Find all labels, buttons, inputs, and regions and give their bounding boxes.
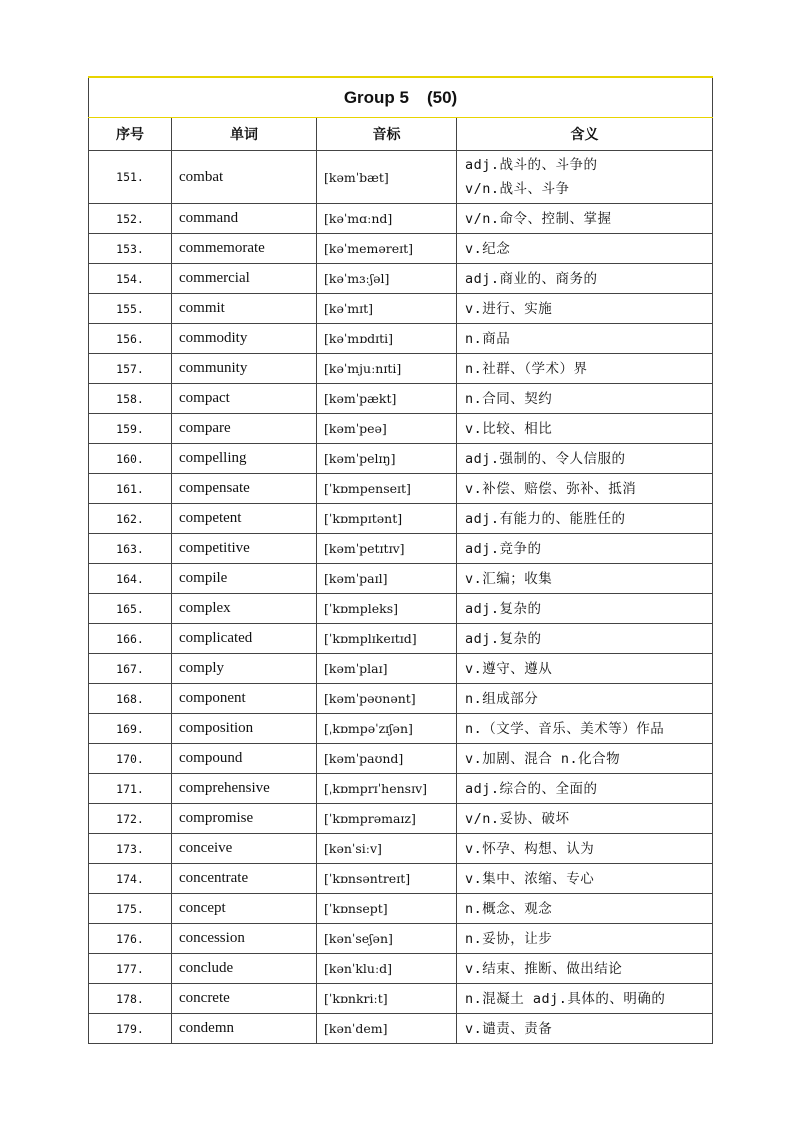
header-index: 序号 (89, 118, 172, 151)
row-number: 168. (89, 684, 172, 714)
table-row (89, 594, 713, 624)
row-number: 172. (89, 804, 172, 834)
row-word: compact (172, 384, 317, 414)
row-number: 176. (89, 924, 172, 954)
row-word: complicated (172, 624, 317, 654)
row-phonetic: [ˌkɒmpəˈzɪʃən] (317, 714, 457, 744)
row-meaning-line: v.谴责、责备 (465, 1020, 553, 1037)
row-meaning (457, 984, 713, 1014)
row-meaning-line: v/n.战斗、斗争 (465, 181, 570, 197)
row-meaning-line: adj.有能力的、能胜任的 (465, 510, 626, 527)
row-word: competitive (172, 534, 317, 564)
row-meaning (457, 744, 713, 774)
row-word: compound (172, 744, 317, 774)
table-row (89, 324, 713, 354)
table-row (89, 234, 713, 264)
row-phonetic: [ˈkɒmpɪtənt] (317, 504, 457, 534)
row-meaning-line: v/n.命令、控制、掌握 (465, 210, 612, 227)
row-meaning-line: v.汇编；收集 (465, 570, 553, 587)
row-meaning (457, 684, 713, 714)
row-phonetic: [kəˈmɪt] (317, 294, 457, 324)
row-meaning-line: n.商品 (465, 330, 511, 347)
row-number: 160. (89, 444, 172, 474)
header-word: 单词 (172, 118, 317, 151)
row-number: 174. (89, 864, 172, 894)
row-meaning (457, 354, 713, 384)
row-word: condemn (172, 1014, 317, 1044)
row-phonetic: [kəˈmɜːʃəl] (317, 264, 457, 294)
row-phonetic: [ˈkɒmprəmaɪz] (317, 804, 457, 834)
row-phonetic: [kəmˈbæt] (317, 151, 457, 204)
row-number: 162. (89, 504, 172, 534)
table-row (89, 714, 713, 744)
row-number: 155. (89, 294, 172, 324)
row-meaning-line: v.遵守、遵从 (465, 660, 553, 677)
row-number: 157. (89, 354, 172, 384)
group-name: Group 5 (343, 87, 409, 107)
row-phonetic: [ˈkɒnkriːt] (317, 984, 457, 1014)
table-body (89, 151, 713, 1044)
row-phonetic: [kənˈseʃən] (317, 924, 457, 954)
row-phonetic: [kəmˈpækt] (317, 384, 457, 414)
row-meaning (457, 204, 713, 234)
row-meaning (457, 504, 713, 534)
row-meaning (457, 294, 713, 324)
table-row (89, 354, 713, 384)
row-number: 159. (89, 414, 172, 444)
row-phonetic: [kəmˈpeə] (317, 414, 457, 444)
row-number: 154. (89, 264, 172, 294)
row-word: competent (172, 504, 317, 534)
row-phonetic: [ˈkɒnsept] (317, 894, 457, 924)
row-word: concept (172, 894, 317, 924)
row-meaning-line: n.组成部分 (465, 690, 539, 707)
row-meaning-line: adj.综合的、全面的 (465, 780, 598, 797)
table-row (89, 414, 713, 444)
row-number: 156. (89, 324, 172, 354)
row-meaning-line: adj.复杂的 (465, 630, 542, 647)
row-meaning-line: v.怀孕、构想、认为 (465, 840, 595, 857)
row-number: 164. (89, 564, 172, 594)
row-phonetic: [kəmˈplaɪ] (317, 654, 457, 684)
row-word: conclude (172, 954, 317, 984)
row-number: 177. (89, 954, 172, 984)
row-meaning-line: v.补偿、赔偿、弥补、抵消 (465, 480, 637, 497)
table-row (89, 264, 713, 294)
row-word: concession (172, 924, 317, 954)
row-word: concentrate (172, 864, 317, 894)
row-word: complex (172, 594, 317, 624)
row-meaning-line: adj.复杂的 (465, 600, 542, 617)
table-row (89, 384, 713, 414)
row-meaning-line: v.进行、实施 (465, 300, 553, 317)
row-phonetic: [ˈkɒmpleks] (317, 594, 457, 624)
row-phonetic: [kəˈmɑːnd] (317, 204, 457, 234)
row-meaning-line: v.纪念 (465, 240, 511, 257)
row-meaning (457, 534, 713, 564)
row-phonetic: [kəmˈpelɪŋ] (317, 444, 457, 474)
row-word: compare (172, 414, 317, 444)
row-word: conceive (172, 834, 317, 864)
row-meaning (457, 384, 713, 414)
row-word: community (172, 354, 317, 384)
row-number: 161. (89, 474, 172, 504)
row-meaning (457, 864, 713, 894)
table-row (89, 624, 713, 654)
row-phonetic: [ˌkɒmprɪˈhensɪv] (317, 774, 457, 804)
table-row (89, 954, 713, 984)
row-word: comply (172, 654, 317, 684)
table-row (89, 534, 713, 564)
row-phonetic: [kəˈmeməreɪt] (317, 234, 457, 264)
row-meaning-line: v.集中、浓缩、专心 (465, 870, 595, 887)
row-word: component (172, 684, 317, 714)
row-meaning (457, 894, 713, 924)
table-row (89, 444, 713, 474)
row-number: 171. (89, 774, 172, 804)
row-word: compensate (172, 474, 317, 504)
row-word: combat (172, 151, 317, 204)
table-row (89, 1014, 713, 1044)
row-number: 153. (89, 234, 172, 264)
row-meaning-line: v.结束、推断、做出结论 (465, 960, 623, 977)
row-meaning (457, 264, 713, 294)
row-meaning-line: v/n.妥协、破坏 (465, 810, 570, 827)
row-phonetic: [kəmˈpaɪl] (317, 564, 457, 594)
row-word: concrete (172, 984, 317, 1014)
table-row (89, 804, 713, 834)
row-word: composition (172, 714, 317, 744)
row-meaning (457, 954, 713, 984)
row-phonetic: [ˈkɒmpenseɪt] (317, 474, 457, 504)
group-count: (50) (426, 87, 458, 107)
row-meaning (457, 624, 713, 654)
table-row (89, 564, 713, 594)
row-meaning-line: v.加剧、混合 n.化合物 (465, 750, 621, 767)
table-row (89, 151, 713, 204)
row-number: 152. (89, 204, 172, 234)
row-phonetic: [kənˈdem] (317, 1014, 457, 1044)
row-word: command (172, 204, 317, 234)
row-meaning (457, 444, 713, 474)
table-row (89, 894, 713, 924)
row-number: 151. (89, 151, 172, 204)
row-word: commodity (172, 324, 317, 354)
table-title-row (89, 77, 713, 118)
row-word: compelling (172, 444, 317, 474)
row-number: 167. (89, 654, 172, 684)
row-meaning-line: adj.竞争的 (465, 540, 542, 557)
row-number: 170. (89, 744, 172, 774)
vocabulary-page (88, 76, 712, 1044)
row-meaning-line: adj.强制的、令人信服的 (465, 450, 626, 467)
table-row (89, 294, 713, 324)
row-meaning (457, 234, 713, 264)
row-phonetic: [ˈkɒmplɪkeɪtɪd] (317, 624, 457, 654)
row-number: 163. (89, 534, 172, 564)
row-number: 179. (89, 1014, 172, 1044)
row-meaning (457, 714, 713, 744)
table-row (89, 774, 713, 804)
row-meaning-line: n.妥协，让步 (465, 930, 553, 947)
row-meaning (457, 774, 713, 804)
row-number: 175. (89, 894, 172, 924)
row-phonetic: [ˈkɒnsəntreɪt] (317, 864, 457, 894)
row-meaning (457, 834, 713, 864)
table-row (89, 204, 713, 234)
row-number: 158. (89, 384, 172, 414)
row-number: 173. (89, 834, 172, 864)
row-meaning-line: adj.商业的、商务的 (465, 270, 598, 287)
row-meaning-line: adj.战斗的、斗争的 (465, 157, 598, 173)
table-row (89, 504, 713, 534)
row-meaning-line: v.比较、相比 (465, 420, 553, 437)
row-number: 169. (89, 714, 172, 744)
table-row (89, 744, 713, 774)
table-title (89, 77, 713, 118)
row-word: comprehensive (172, 774, 317, 804)
row-meaning-line: n.合同、契约 (465, 390, 553, 407)
table-row (89, 984, 713, 1014)
row-meaning-line: n.（文学、音乐、美术等）作品 (465, 720, 665, 737)
row-word: commemorate (172, 234, 317, 264)
table-row (89, 654, 713, 684)
row-meaning (457, 474, 713, 504)
row-phonetic: [kəmˈpetɪtɪv] (317, 534, 457, 564)
row-phonetic: [kənˈkluːd] (317, 954, 457, 984)
row-word: compile (172, 564, 317, 594)
row-phonetic: [kəˈmjuːnɪti] (317, 354, 457, 384)
header-meaning: 含义 (457, 118, 713, 151)
table-row (89, 924, 713, 954)
row-meaning (457, 804, 713, 834)
table-header-row (89, 118, 713, 151)
row-meaning (457, 414, 713, 444)
row-word: commit (172, 294, 317, 324)
row-meaning (457, 924, 713, 954)
row-phonetic: [kəˈmɒdɪti] (317, 324, 457, 354)
row-phonetic: [kəmˈpəʊnənt] (317, 684, 457, 714)
row-meaning-line: n.社群、（学术）界 (465, 360, 588, 377)
row-meaning-line: n.混凝土 adj.具体的、明确的 (465, 990, 666, 1007)
row-word: commercial (172, 264, 317, 294)
row-meaning-line: n.概念、观念 (465, 900, 553, 917)
table-row (89, 684, 713, 714)
row-number: 166. (89, 624, 172, 654)
row-phonetic: [kənˈsiːv] (317, 834, 457, 864)
row-meaning (457, 1014, 713, 1044)
header-phonetic: 音标 (317, 118, 457, 151)
table-row (89, 834, 713, 864)
vocabulary-table (88, 76, 713, 1044)
row-meaning (457, 594, 713, 624)
row-meaning (457, 151, 713, 204)
row-number: 178. (89, 984, 172, 1014)
table-row (89, 474, 713, 504)
row-meaning (457, 564, 713, 594)
table-row (89, 864, 713, 894)
row-meaning (457, 654, 713, 684)
row-word: compromise (172, 804, 317, 834)
row-number: 165. (89, 594, 172, 624)
row-meaning (457, 324, 713, 354)
row-phonetic: [kəmˈpaʊnd] (317, 744, 457, 774)
